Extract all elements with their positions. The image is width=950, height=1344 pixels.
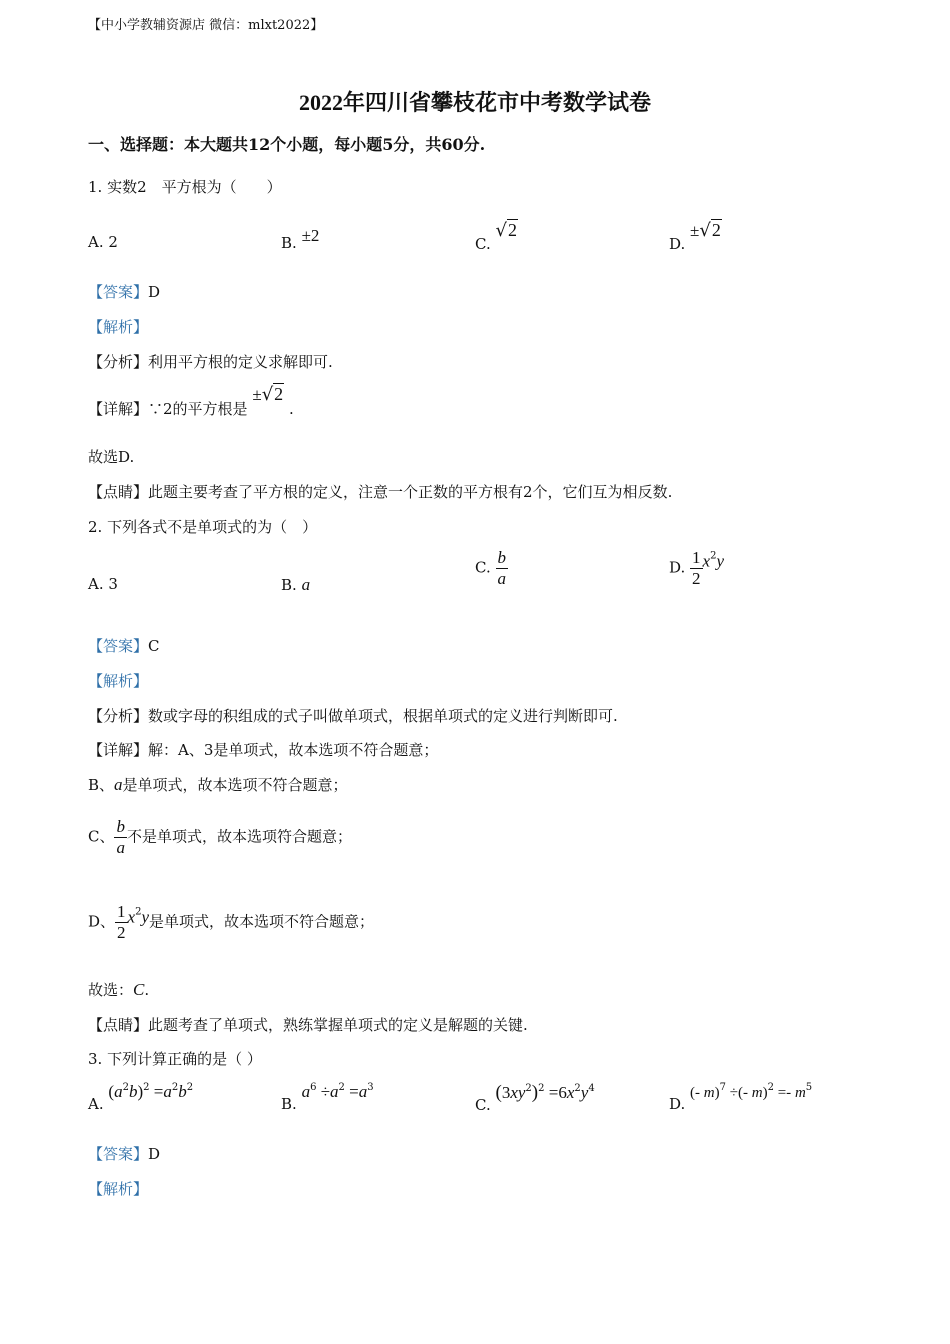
q1-dianjing: 【点睛】此题主要考查了平方根的定义，注意一个正数的平方根有2个，它们互为相反数.	[88, 483, 673, 501]
q3-stem: 3. 下列计算正确的是（ ）	[88, 1050, 262, 1068]
q2-detail-3: C、 $\frac{b}{a}$ 不是单项式，故本选项符合题意；	[88, 817, 352, 857]
q1-option-a: A. 2	[88, 233, 118, 251]
q1-conclusion: 故选D.	[88, 448, 135, 466]
q3-option-d: D. (- m)$^7$ ÷(- $m)^2 =- m^5$	[669, 1082, 813, 1113]
q2-conclusion: 故选：C.	[88, 980, 150, 999]
q3-option-a: A. $(a^2b)^2 =a^2b^2$	[88, 1082, 194, 1113]
q3-answer: 【答案】D	[88, 1145, 161, 1163]
q3-option-c: C. $(3xy^2)^2 =6x^2y^4$	[475, 1082, 595, 1114]
q2-option-a: A. 3	[88, 575, 118, 593]
header-watermark: 【中小学教辅资源店 微信：mlxt2022】	[88, 18, 324, 33]
q1-analysis-label: 【解析】	[88, 318, 149, 336]
q1-answer: 【答案】D	[88, 283, 161, 301]
q1-option-d: D. ±√2	[669, 220, 721, 253]
q1-fenxi: 【分析】利用平方根的定义求解即可.	[88, 353, 333, 371]
q2-answer: 【答案】C	[88, 637, 160, 655]
q3-option-b: B. $a^6 \div a^2 =a^3$	[281, 1082, 374, 1113]
q1-option-c: C. √2	[475, 220, 517, 253]
q1-detail: 【详解】∵2的平方根是 ±√2 .	[88, 384, 294, 418]
q2-stem: 2. 下列各式不是单项式的为（ ）	[88, 518, 318, 536]
q2-fenxi: 【分析】数或字母的积组成的式子叫做单项式，根据单项式的定义进行判断即可.	[88, 707, 618, 725]
q1-stem: 1. 实数2 平方根为（ ）	[88, 178, 282, 196]
q3-analysis-label: 【解析】	[88, 1180, 149, 1198]
page-title: 2022年四川省攀枝花市中考数学试卷	[298, 90, 651, 115]
q2-detail-2: B、a是单项式，故本选项不符合题意；	[88, 775, 348, 794]
q2-option-c: C. $\frac{b}{a}$	[475, 548, 506, 588]
q2-dianjing: 【点睛】此题考查了单项式，熟练掌握单项式的定义是解题的关键.	[88, 1016, 528, 1034]
q2-option-b: B. a	[281, 575, 311, 594]
section-heading: 一、选择题：本大题共12个小题，每小题5分，共60分.	[88, 135, 486, 154]
q1-option-b: B. ±2	[281, 226, 320, 252]
q2-analysis-label: 【解析】	[88, 672, 149, 690]
q2-detail-4: D、 $\frac{1}{2}$ $x^2y$是单项式，故本选项不符合题意；	[88, 902, 375, 942]
q2-detail-1: 【详解】解：A、3是单项式，故本选项不符合题意；	[88, 741, 439, 759]
q2-option-d: D. $\frac{1}{2}$ $x^2y$	[669, 548, 725, 588]
